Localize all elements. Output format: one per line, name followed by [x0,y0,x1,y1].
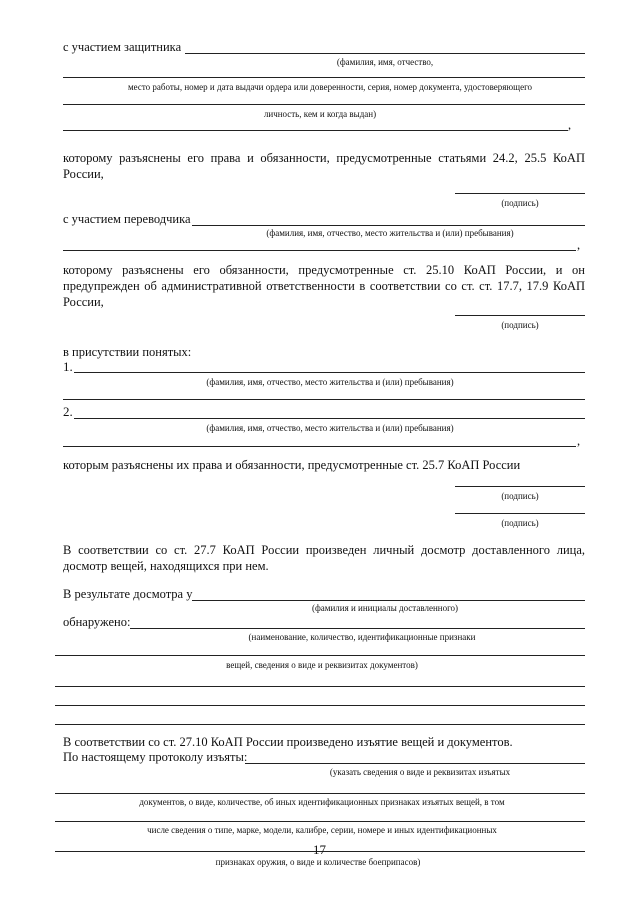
interpreter-name-line[interactable] [192,225,585,226]
defender-signature-caption: (подпись) [501,198,539,208]
witness-2-line-2[interactable] [63,446,576,447]
interpreter-caption: (фамилия, имя, отчество, место жительства и (или) пребывания) [266,228,514,238]
seizure-line-1[interactable] [245,763,585,764]
witnesses-comma: , [577,434,581,448]
seizure-caption-1: (указать сведения о виде и реквизитах изъятых [329,767,511,777]
found-caption-1: (наименование, количество, идентификационные признаки [248,632,476,642]
defender-line-4[interactable] [63,130,568,131]
defender-line-3[interactable] [63,104,585,105]
defender-label: с участием защитника [63,40,182,54]
found-line-4[interactable] [55,705,585,706]
interpreter-comma: , [577,238,581,252]
found-line-3[interactable] [55,686,585,687]
witness-2-signature-line[interactable] [455,513,585,514]
seizure-line-2[interactable] [55,793,585,794]
witness-1-line[interactable] [74,372,585,373]
search-result-caption: (фамилия и инициалы доставленного) [311,603,459,613]
interpreter-rights-text: которому разъяснены его обязанности, предусмотренные ст. 25.10 КоАП России, и он предупрежден об административной ответственности в соответствии со ст. ст. 17.7, 17.9 КоАП России, [63,263,585,309]
witnesses-rights-text: которым разъяснены их права и обязанности, предусмотренные ст. 25.7 КоАП России [63,458,521,472]
witness-1-signature-caption: (подпись) [501,491,539,501]
defender-signature-line[interactable] [455,193,585,194]
defender-name-line[interactable] [185,53,585,54]
found-line-5[interactable] [55,724,585,725]
found-line-2[interactable] [55,655,585,656]
witness-2-line[interactable] [74,418,585,419]
witness-2-number: 2. [63,404,73,419]
seizure-text: В соответствии со ст. 27.10 КоАП России произведено изъятие вещей и документов. [63,735,513,749]
interpreter-label: с участием переводчика [63,212,191,226]
seizure-caption-4: признаках оружия, о виде и количестве боеприпасов) [215,857,421,867]
seizure-label: По настоящему протоколу изъяты: [63,750,248,764]
interpreter-signature-line[interactable] [455,315,585,316]
search-text: В соответствии со ст. 27.7 КоАП России произведен личный досмотр доставленного лица, досмотр вещей, находящихся при нем. [63,543,585,573]
witnesses-heading: в присутствии понятых: [63,345,192,359]
witness-2-signature-caption: (подпись) [501,518,539,528]
defender-comma: , [568,118,572,132]
witness-1-caption: (фамилия, имя, отчество, место жительства и (или) пребывания) [206,377,454,387]
witness-1-signature-line[interactable] [455,486,585,487]
witness-1-number: 1. [63,359,73,374]
found-label: обнаружено: [63,615,131,629]
witness-2-caption: (фамилия, имя, отчество, место жительства и (или) пребывания) [206,423,454,433]
defender-line-2[interactable] [63,77,585,78]
seizure-caption-2: документов, о виде, количестве, об иных идентификационных признаках изъятых вещей, в том [139,797,505,807]
defender-caption-1: (фамилия, имя, отчество, [336,57,434,67]
witness-1-line-2[interactable] [63,399,585,400]
seizure-caption-3: числе сведения о типе, марке, модели, калибре, серии, номере и иных идентификационных [147,825,497,835]
seizure-line-3[interactable] [55,821,585,822]
found-line-1[interactable] [130,628,585,629]
defender-caption-3: личность, кем и когда выдан) [263,109,377,119]
search-result-line[interactable] [192,600,585,601]
defender-rights-text: которому разъяснены его права и обязанности, предусмотренные статьями 24.2, 25.5 КоАП России, [63,151,585,181]
interpreter-line-2[interactable] [63,250,576,251]
search-result-label: В результате досмотра у [63,587,193,601]
page-number: 17 [313,842,326,857]
interpreter-signature-caption: (подпись) [501,320,539,330]
found-caption-2: вещей, сведения о виде и реквизитах документов) [226,660,418,670]
defender-caption-2: место работы, номер и дата выдачи ордера или доверенности, серия, номер документа, удостоверяющего [127,82,533,92]
